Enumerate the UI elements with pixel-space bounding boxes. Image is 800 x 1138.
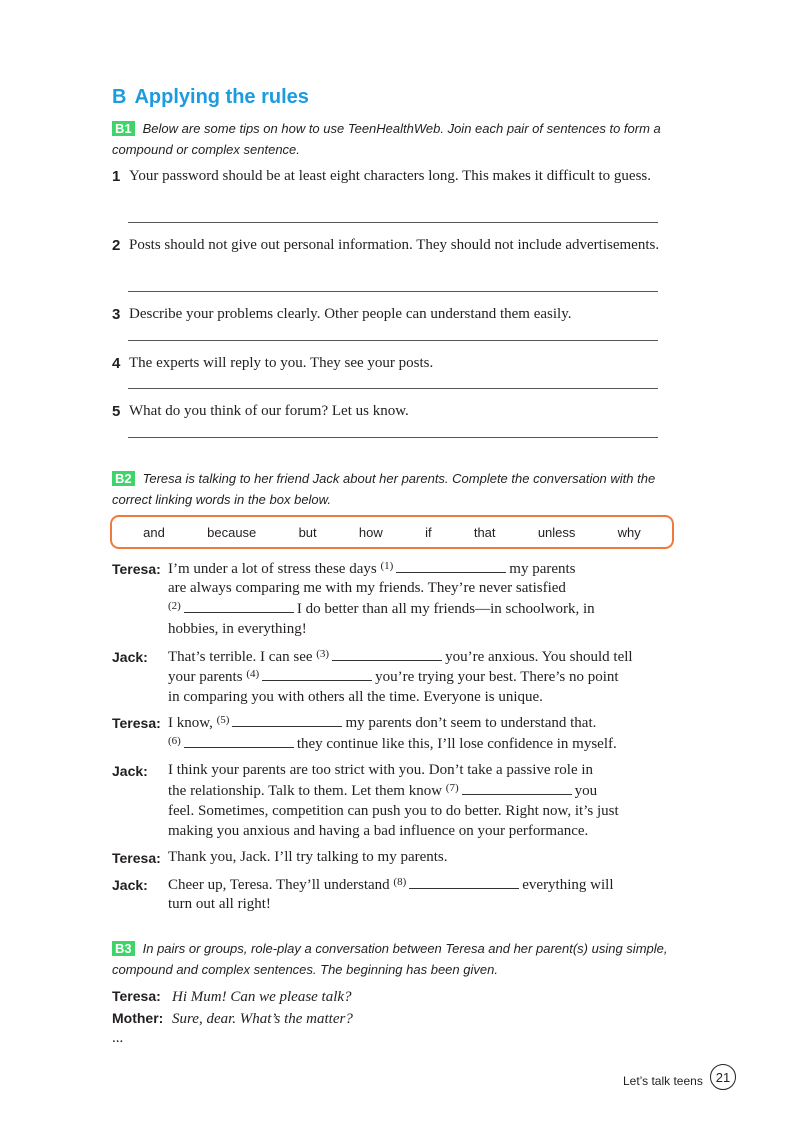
line-text: you’re anxious. You should tell <box>445 649 633 665</box>
line-text: your parents <box>168 669 247 685</box>
question-number: 2 <box>112 237 121 254</box>
section-title: Applying the rules <box>134 86 309 108</box>
line-text: Thank you, Jack. I’ll try talking to my parents. <box>168 849 448 865</box>
question-number: 5 <box>112 403 121 420</box>
question-number: 3 <box>112 306 121 323</box>
answer-blank[interactable] <box>184 600 294 613</box>
answer-blank[interactable] <box>396 560 506 573</box>
question-1 <box>112 166 672 187</box>
question-text: What do you think of our forum? Let us know. <box>129 403 409 419</box>
line-text: I know, <box>168 715 217 731</box>
word-option: why <box>617 524 641 540</box>
dialogue-line <box>168 689 543 706</box>
answer-line-5[interactable] <box>128 437 658 438</box>
b1-instruction <box>112 118 682 160</box>
blank-number: (1) <box>380 560 394 572</box>
line-text: That’s terrible. I can see <box>168 649 317 665</box>
line-text: you’re trying your best. There’s no point <box>375 669 619 685</box>
ellipsis: ... <box>112 1030 124 1046</box>
line-text: Sure, dear. What’s the matter? <box>172 1011 353 1027</box>
answer-blank[interactable] <box>332 648 442 661</box>
answer-blank[interactable] <box>409 876 519 889</box>
speaker-label: Teresa: <box>112 715 161 731</box>
word-option: unless <box>537 524 576 540</box>
line-text: the relationship. Talk to them. Let them know <box>168 783 446 799</box>
question-text: The experts will reply to you. They see your posts. <box>129 355 434 371</box>
b2-tag: B2 <box>112 471 135 486</box>
dialogue-line <box>168 714 596 732</box>
word-option: because <box>207 524 257 540</box>
dialogue-line <box>168 823 588 840</box>
question-4 <box>112 353 672 374</box>
answer-line-3[interactable] <box>128 340 658 341</box>
b3-line-mother <box>112 1010 353 1028</box>
b2-instruction-text: Teresa is talking to her friend Jack about her parents. Complete the conversation with the correct linking words in the box below. <box>112 471 656 507</box>
dialogue-line <box>168 668 619 686</box>
answer-blank[interactable] <box>462 782 572 795</box>
blank-number: (2) <box>168 600 181 612</box>
speaker-label: Jack: <box>112 763 148 779</box>
line-text: turn out all right! <box>168 896 271 912</box>
question-3 <box>112 304 672 325</box>
question-text: Describe your problems clearly. Other people can understand them easily. <box>129 306 572 322</box>
answer-blank[interactable] <box>262 668 372 681</box>
word-option: and <box>143 524 165 540</box>
dialogue-line <box>168 762 593 779</box>
speaker-label: Mother: <box>112 1010 164 1026</box>
dialogue-line <box>168 803 619 820</box>
speaker-label: Teresa: <box>112 988 161 1004</box>
line-text: I do better than all my friends—in schoolwork, in <box>296 601 595 617</box>
answer-blank[interactable] <box>184 735 294 748</box>
word-option: if <box>425 524 432 540</box>
dialogue-line <box>168 876 613 894</box>
question-number: 4 <box>112 355 121 372</box>
line-text: Hi Mum! Can we please talk? <box>172 989 352 1005</box>
line-text: my parents don’t seem to understand that. <box>345 715 597 731</box>
word-option: but <box>298 524 317 540</box>
blank-number: (8) <box>393 876 407 888</box>
footer-unit-title: Let’s talk teens <box>623 1074 703 1088</box>
b1-instruction-text: Below are some tips on how to use TeenHealthWeb. Join each pair of sentences to form a compound or complex sentence. <box>112 121 661 157</box>
section-heading <box>112 86 309 109</box>
dialogue-line <box>168 621 307 638</box>
b3-instruction-text: In pairs or groups, role-play a conversation between Teresa and her parent(s) using simple, compound and complex sentences. The beginning has been given. <box>112 941 668 977</box>
answer-line-2[interactable] <box>128 291 658 292</box>
dialogue-line <box>168 849 448 866</box>
dialogue-line <box>168 896 271 913</box>
dialogue-line <box>168 782 597 800</box>
b2-instruction <box>112 468 682 510</box>
question-number: 1 <box>112 168 121 185</box>
line-text: are always comparing me with my friends. They’re never satisfied <box>168 580 566 596</box>
line-text: feel. Sometimes, competition can push you to do better. Right now, it’s just <box>168 803 619 819</box>
line-text: they continue like this, I’ll lose confidence in myself. <box>296 736 617 752</box>
b3-tag: B3 <box>112 941 135 956</box>
blank-number: (3) <box>316 648 330 660</box>
b1-tag: B1 <box>112 121 135 136</box>
question-2 <box>112 235 672 256</box>
page-number: 21 <box>710 1064 736 1090</box>
b3-instruction <box>112 938 682 980</box>
b3-line-teresa <box>112 988 352 1006</box>
question-text: Your password should be at least eight characters long. This makes it difficult to guess. <box>129 168 652 184</box>
question-text: Posts should not give out personal information. They should not include advertisements. <box>129 237 660 253</box>
word-option: that <box>473 524 496 540</box>
dialogue-line <box>168 580 566 597</box>
speaker-label: Jack: <box>112 877 148 893</box>
line-text: I’m under a lot of stress these days <box>168 561 381 577</box>
answer-line-1[interactable] <box>128 222 658 223</box>
blank-number: (6) <box>168 735 181 747</box>
blank-number: (7) <box>445 782 459 794</box>
speaker-label: Teresa: <box>112 561 161 577</box>
line-text: hobbies, in everything! <box>168 621 307 637</box>
section-letter: B <box>112 86 127 108</box>
question-5 <box>112 401 672 422</box>
line-text: my parents <box>509 561 576 577</box>
dialogue-line <box>168 735 617 753</box>
speaker-label: Teresa: <box>112 850 161 866</box>
line-text: making you anxious and having a bad influence on your performance. <box>168 823 589 839</box>
answer-line-4[interactable] <box>128 388 658 389</box>
answer-blank[interactable] <box>232 714 342 727</box>
dialogue-line <box>168 600 595 618</box>
dialogue-line <box>168 560 576 578</box>
speaker-label: Jack: <box>112 649 148 665</box>
blank-number: (5) <box>216 714 230 726</box>
dialogue-line <box>168 648 633 666</box>
line-text: everything will <box>522 877 614 893</box>
line-text: in comparing you with others all the time. Everyone is unique. <box>168 689 543 705</box>
word-box <box>110 515 674 549</box>
word-option: how <box>358 524 383 540</box>
line-text: I think your parents are too strict with you. Don’t take a passive role in <box>168 762 594 778</box>
line-text: Cheer up, Teresa. They’ll understand <box>168 877 394 893</box>
blank-number: (4) <box>246 668 260 680</box>
line-text: you <box>574 783 598 799</box>
